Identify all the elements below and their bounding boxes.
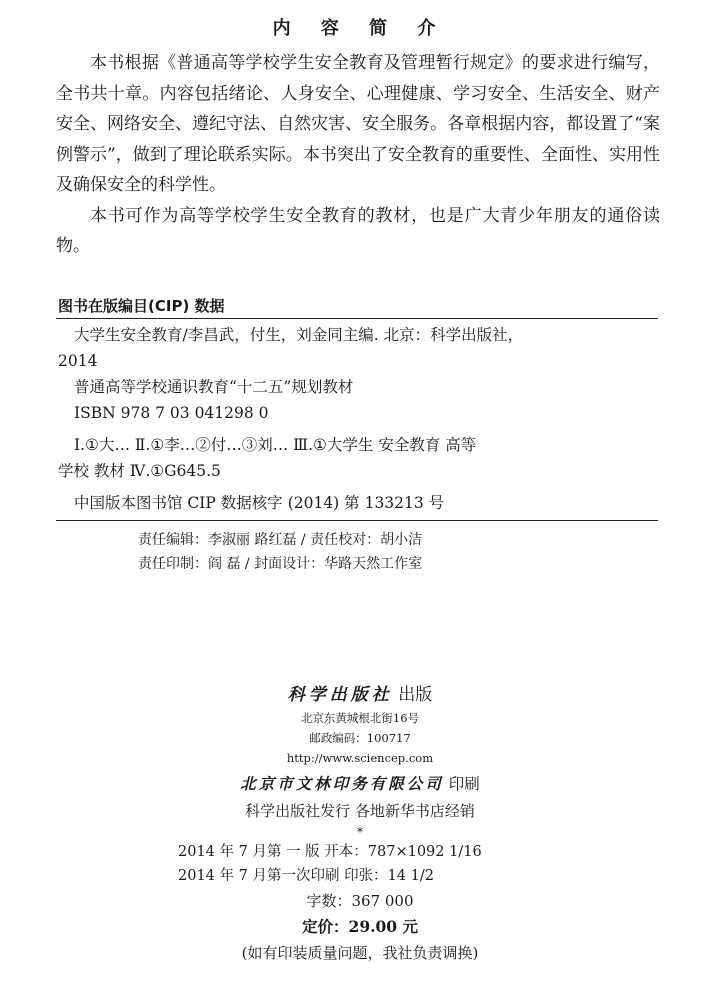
cip-bottom-rule — [56, 520, 658, 521]
separator-star: * — [357, 825, 363, 839]
printing-line: 2014 年 7 月第一次印刷 印张：14 1/2 — [178, 868, 434, 884]
word-count: 字数：367 000 — [306, 892, 414, 910]
publisher-suffix: 出版 — [392, 685, 433, 705]
staff-production: 责任印制：阎 磊 / 封面设计：华路天然工作室 — [138, 556, 423, 572]
cip-classification-line-cont: 学校 教材 Ⅳ.①G645.5 — [58, 462, 221, 480]
publisher-line — [0, 682, 720, 708]
printer-name: 北京市文林印务有限公司 — [240, 774, 444, 793]
cip-isbn-line: ISBN 978 7 03 041298 0 — [74, 404, 269, 422]
price: 定价：29.00 元 — [302, 917, 418, 936]
printer-line — [0, 770, 720, 798]
staff-credits — [0, 528, 720, 576]
cip-data-block — [58, 322, 658, 516]
printer-suffix: 印刷 — [443, 775, 480, 793]
cip-title-line: 大学生安全教育/李昌武，付生，刘金同主编. 北京：科学出版社， — [74, 326, 524, 344]
page-title: 内 容 简 介 — [272, 18, 448, 39]
quality-note: (如有印装质量问题，我社负责调换) — [241, 944, 479, 962]
publisher-name: 科学出版社 — [287, 685, 393, 705]
summary-paragraph-2: 本书可作为高等学校学生安全教育的教材，也是广大青少年朋友的通俗读物。 — [56, 205, 660, 256]
cip-classification-line: Ⅰ.①大… Ⅱ.①李…②付…③刘… Ⅲ.①大学生 安全教育 高等 — [74, 436, 477, 454]
edition-line: 2014 年 7 月第 一 版 开本：787×1092 1/16 — [178, 844, 482, 860]
summary-paragraph-1: 本书根据《普通高等学校学生安全教育及管理暂行规定》的要求进行编写，全书共十章。内容包括绪论、人身安全、心理健康、学习安全、生活安全、财产安全、网络安全、遵纪守法、自然灾害、安全服务。各章根据内容，都设置了“案例警示”，做到了理论联系实际。本书突出了安全教育的重要性、全面性、实用性及确保安全的科学性。 — [56, 53, 660, 195]
distribution-line: 科学出版社发行 各地新华书店经销 — [245, 802, 475, 820]
publisher-address: 北京东黄城根北街16号 — [300, 711, 420, 725]
cip-heading: 图书在版编目(CIP) 数据 — [58, 297, 225, 315]
publication-info — [0, 682, 720, 966]
postal-code: 邮政编码：100717 — [309, 731, 411, 745]
cip-top-rule — [56, 318, 658, 319]
staff-editors: 责任编辑：李淑丽 路红磊 / 责任校对：胡小洁 — [138, 532, 423, 548]
cip-record-line: 中国版本图书馆 CIP 数据核字 (2014) 第 133213 号 — [74, 494, 445, 512]
content-summary — [56, 48, 660, 262]
cip-series-line: 普通高等学校通识教育“十二五”规划教材 — [74, 378, 354, 396]
website: http://www.sciencep.com — [286, 751, 434, 765]
cip-title-line-cont: 2014 — [58, 352, 98, 370]
